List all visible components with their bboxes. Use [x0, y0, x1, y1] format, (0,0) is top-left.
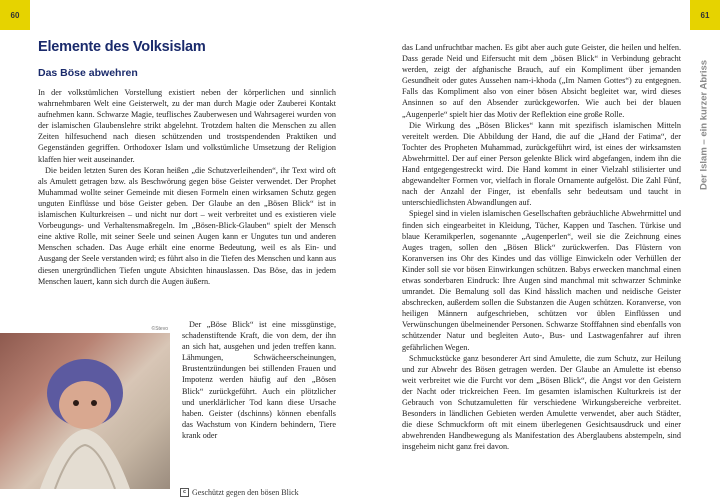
paragraph-boeser-blick: Die beiden letzten Suren des Koran heißen „die Schutzverleihenden“, ihr Text wird oft als Amulett getragen bzw. als Beschwörung gegen böse Geister verwendet. Der Prophet Muhammad wollte seiner Gemeinde mit diesen Formeln einen wirksamen Schutz gegen unguten Einflüsse und böse Geister geben. Der Glaube an den „Bösen Blick“ ist in islamischen Kulturkreisen – und nicht nur dort – weit verbreitet und es existieren viele Vorbeugungs- und Verhaltensmaßregeln. Im „Bösen-Blick-Glauben“ spielt der Mensch eine aktive Rolle, mit seiner Seele und seinen Augen kann er Ungutes tun und anderen Menschen schaden. Das Auge erhält eine enorme Bedeutung, weil es als Ein- und Ausgang der Seele verstanden wird; es führt also in die Tiefen des Menschen und kann aus diesen unergründlichen Tiefen ungute Absichten hinauslassen. Das Böse, das in jedem Menschen lauert, kann sich durch die Augen äußern.	[38, 165, 336, 286]
page-heading: Elemente des Volksislam	[38, 39, 206, 55]
section-subheading: Das Böse abwehren	[38, 67, 138, 79]
page-number-right: 61	[690, 0, 720, 30]
paragraph-geisterwelt: In der volkstümlichen Vorstellung existiert neben der körperlichen und sinnlich wahrnehmbaren Welt eine Geisterwelt, zu der man durch Magie oder Zauberei Kontakt aufnehmen kann. Schwarze Magie, teuflisches Zauberwesen und Wahrsagerei wurden von der islamischen Glaubenslehre strikt abgelehnt. Trotzdem halten die Menschen zu allen Zeiten hilfesuchend nach diesen schützenden und trostspendenden Praktiken und Gegenständen gegriffen. Orthodoxer Islam und volkstümliche Umsetzung der Religion klaffen hier weit auseinander.	[38, 88, 336, 164]
photo-caption	[180, 488, 299, 497]
paragraph-spiegel: Spiegel sind in vielen islamischen Gesellschaften gebräuchliche Abwehrmittel und finden sich eingearbeitet in Kleidung, Tücher, Kappen und Taschen. Türkise und blaue Keramikperlen, sogenannte „Augenperlen“, weil sie die Zeichnung eines Auges tragen, sollen den „Bösen Blick“ zurückwerfen. Das Flüstern von Koranversen ins Ohr des Kindes und das völlige Einwickeln oder Verhüllen der Kinder soll sie vor bösen Einwirkungen schützen. Babys erwecken manchmal einen etwas sonderbaren Eindruck: Ihre Augen sind manchmal mit schwarzer Schminke umrandet. Die Bemalung soll das Kind hässlich machen und neidische Geister abschrecken, außerdem sollen die Substanzen die Augen schützen. Koranverse, von heiligen Männern aufgeschrieben, schützen vor üblen Einflüssen und Verwünschungen übelmeinender Personen. Schwarze Stofffahnen sind ebenfalls von schützender Natur und begleiten Auto-, Bus- und Lastwagenfahrer auf ihren gefährlichen Wegen.	[402, 209, 681, 352]
baby-illustration	[0, 333, 170, 489]
caption-text: Geschützt gegen den bösen Blick	[192, 488, 299, 497]
paragraph-hand-der-fatima: Die Wirkung des „Bösen Blickes“ kann mit spezifisch islamischen Mitteln vereitelt werden. Die Abbildung der Hand, die auf die „Hand der Fatima“, der Tochter des Propheten Muhammad, zurückgeführt wird, ist eines der wirksamsten Abwehrmittel. Der auf einer Person gelenkte Blick wird abgefangen, indem ihn die Hand entgegengestreckt wird. Die Hand kommt in einer Vielzahl stilisierter und abgewandelter Formen vor, vielfach in florale Ornamente aufgelöst. Die Zahl Fünf, nach der Anzahl der Finger, ist ebenfalls sehr bedeutsam und taucht in unterschiedlichsten Abwandlungen auf.	[402, 120, 681, 208]
paragraph-amulette: Schmuckstücke ganz besonderer Art sind Amulette, die zum Schutz, zur Heilung und zur Abwehr des Bösen getragen werden. Der Glaube an Amulette ist ebenso weit verbreitet wie die Furcht vor dem „Bösen Blick“, die Angst vor den Geistern der Nacht oder trickreichen Feen. Im gesamten islamischen Kulturkreis ist der Gebrauch von Schutzamuletten für verschiedene Wirkungsbereiche verbreitet. Besonders in ländlichen Gebieten werden Amulette verwendet, aber auch Städter, die diese Schmuckform oft mit einem überlegenen Gesichtsausdruck und einer abwehrenden Handbewegung als Manifestation des Aberglaubens abstempeln, sind insgeheim nicht ganz frei davon.	[402, 353, 681, 452]
chapter-side-label: Der Islam – ein kurzer Abriss	[698, 59, 710, 191]
caption-icon: c	[180, 488, 189, 497]
right-column	[402, 42, 681, 452]
paragraph-missguenstige-kraft: Der „Böse Blick“ ist eine missgünstige, schadenstiftende Kraft, die von dem, der ihn an sich hat, ausgehen und jeden treffen kann. Lähmungen, Schwächeerscheinungen, Brustentzündungen bei stillenden Frauen und Impotenz werden häufig auf den „Bösen Blick“ zurückgeführt. Auch ein plötzlicher und unerklärlicher Tod kann diese Ursache haben. Geister (dschinns) können ebenfalls das Wachstum von Kindern behindern, Tiere krank oder	[182, 320, 336, 440]
left-column	[38, 87, 336, 287]
left-column-wrap	[182, 319, 336, 441]
baby-photo	[0, 326, 170, 489]
photo-credit: ©Stevo	[151, 326, 168, 332]
page-number-left: 60	[0, 0, 30, 30]
paragraph-land-unfruchtbar: das Land unfruchtbar machen. Es gibt aber auch gute Geister, die heilen und helfen. Dass gerade Neid und Eifersucht mit dem „bösen Blick“ in Verbindung gebracht werden, zeigt der afghanische Brauch, auf ein Kompliment über jemanden Gesundheit oder gutes Aussehen nam-i-khoda („Im Namen Gottes“) zu entgegnen. Falls das Kompliment also von einer bösen Absicht begleitet war, wird dieses Ansinnen so auf den Absender zurückgeworfen. Wie auch bei der blauen „Augenperle“ spielt hier das Motiv der Reflektion eine große Rolle.	[402, 43, 681, 119]
